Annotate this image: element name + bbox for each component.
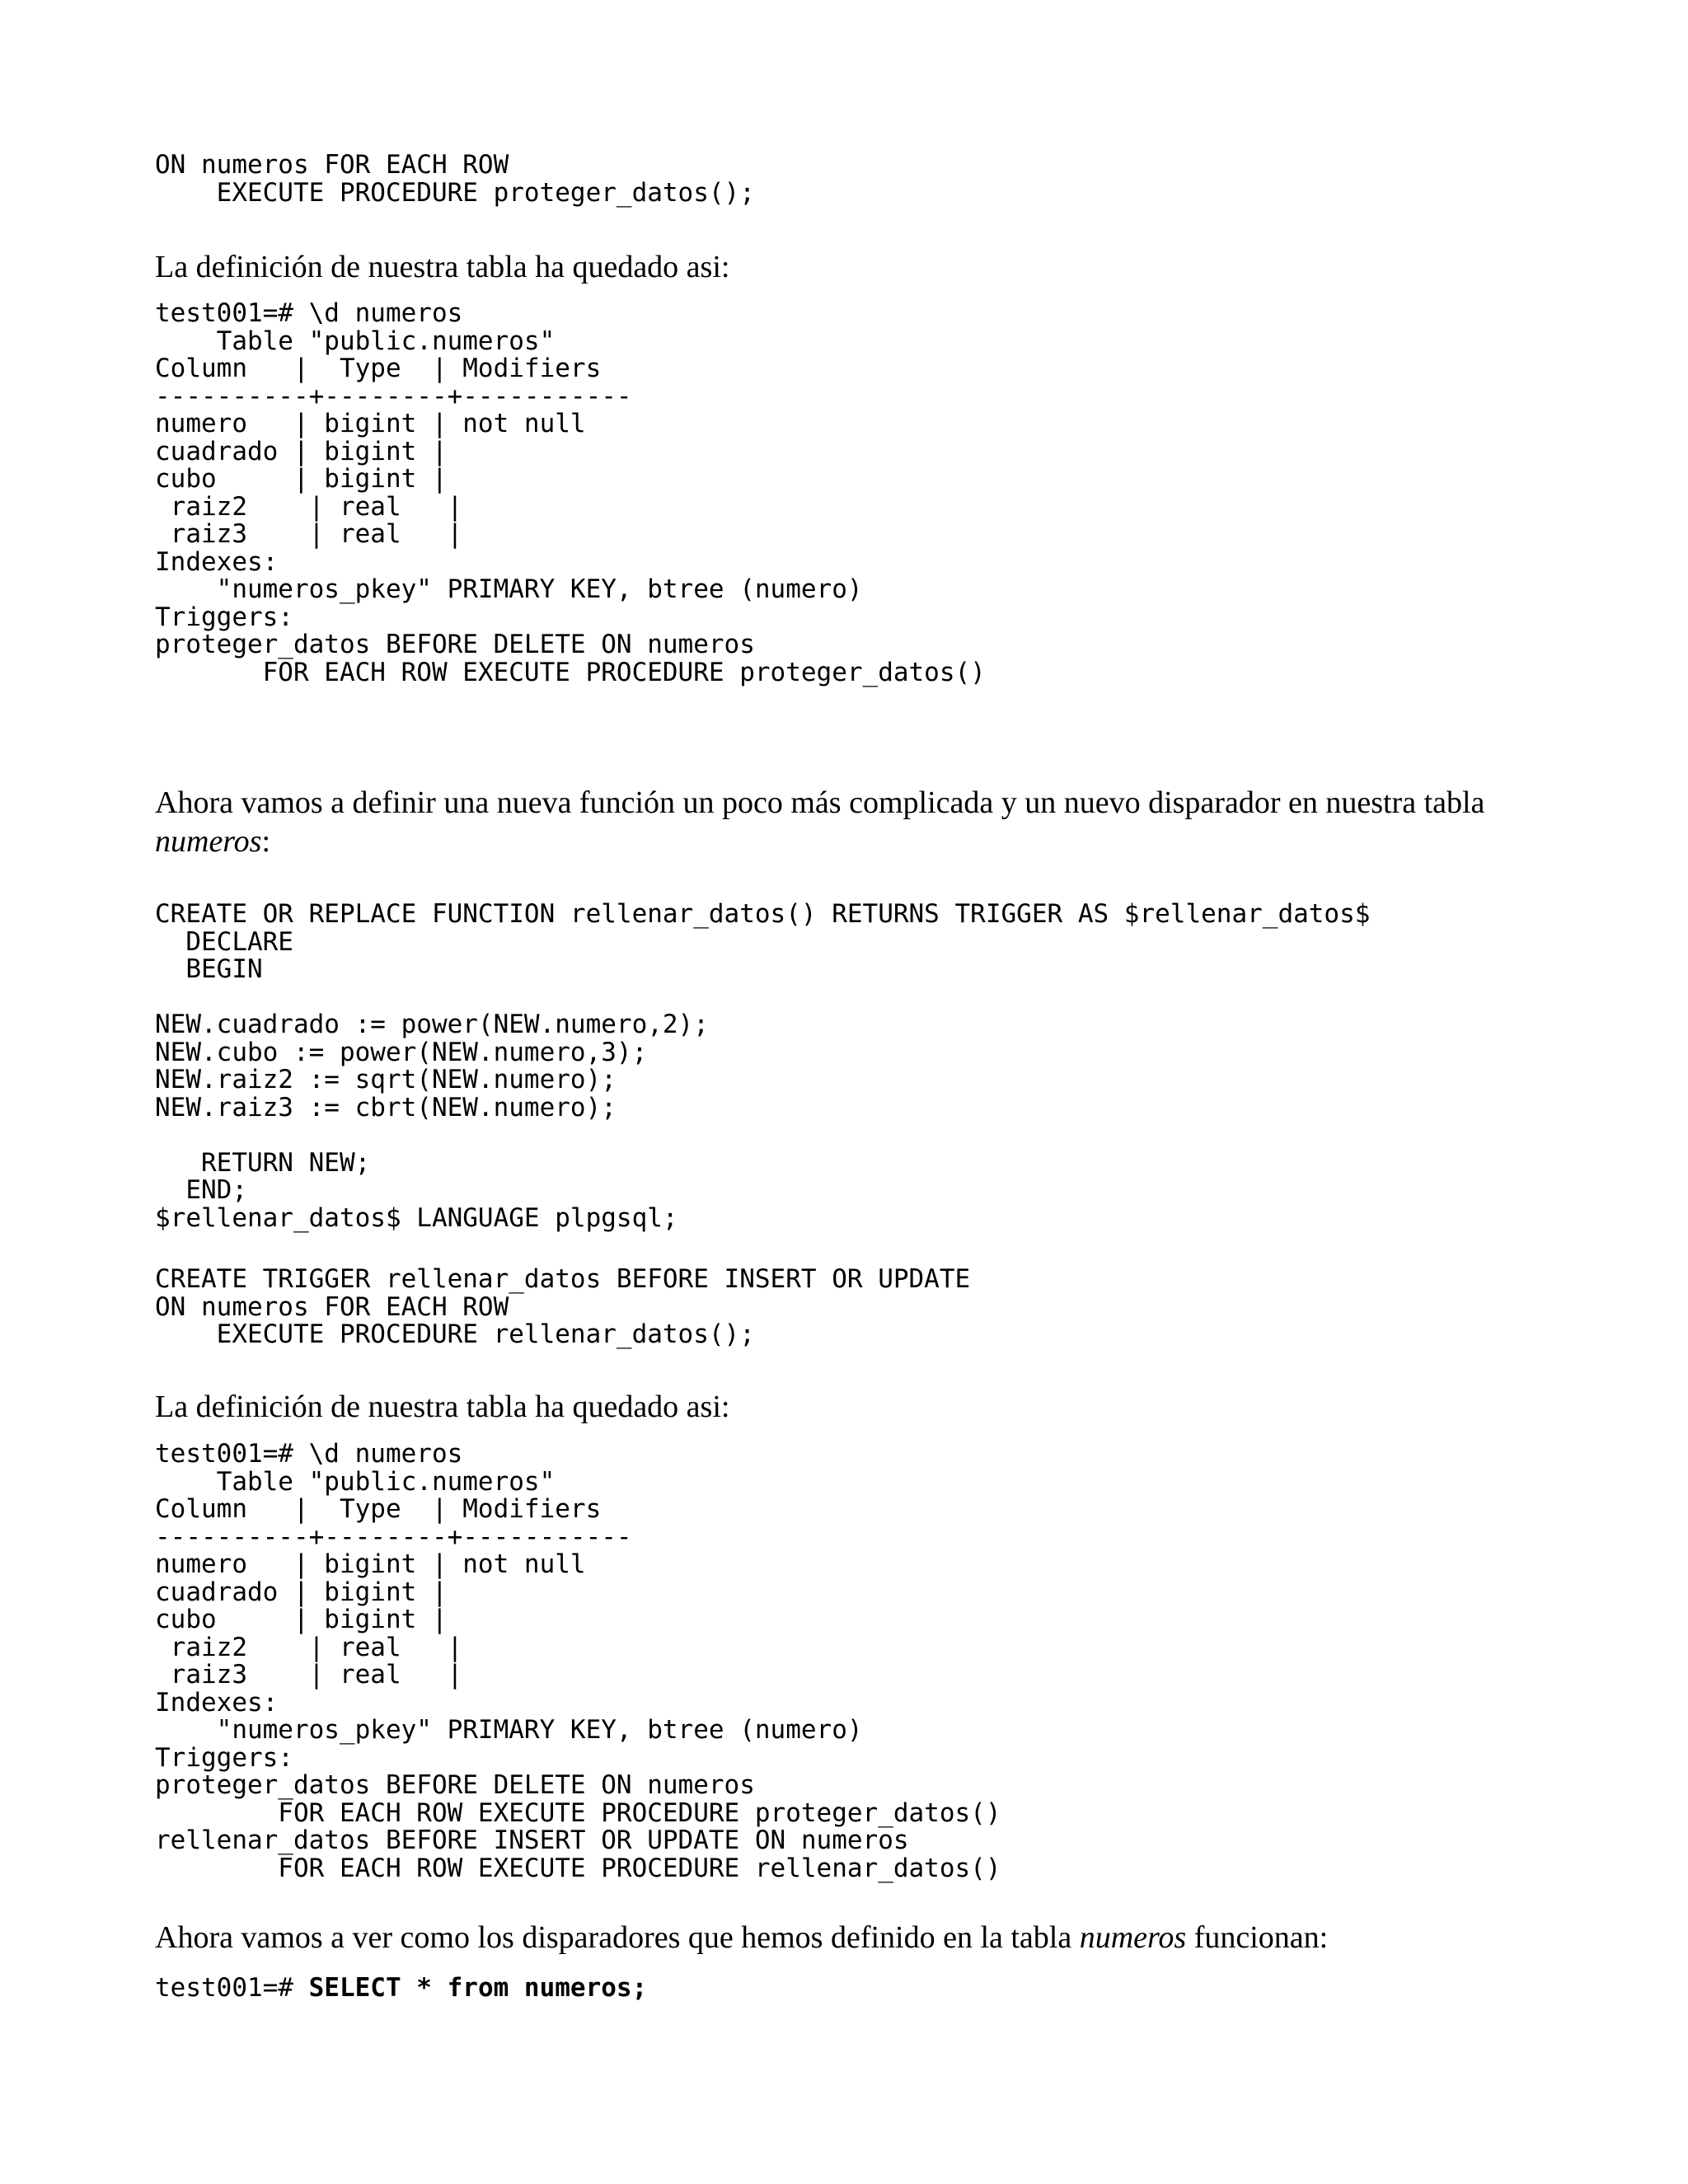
code-line: END;	[155, 1175, 247, 1205]
code-line: Column | Type | Modifiers	[155, 354, 602, 383]
paragraph-table-definition-1	[155, 248, 1540, 287]
code-line: numero | bigint | not null	[155, 1549, 586, 1579]
select-command: SELECT * from numeros;	[308, 1973, 648, 2003]
paragraph-text: Ahora vamos a definir una nueva función un poco más complicada y un nuevo disparador en nuestra tabla	[155, 785, 1485, 820]
code-line: Column | Type | Modifiers	[155, 1494, 602, 1524]
code-block-table-definition-1	[155, 300, 986, 687]
paragraph-table-definition-2	[155, 1388, 1540, 1427]
code-line: NEW.cubo := power(NEW.numero,3);	[155, 1037, 648, 1067]
code-line: test001=# \d numeros	[155, 298, 463, 328]
code-line: raiz3 | real |	[155, 519, 463, 549]
code-line: cuadrado | bigint |	[155, 1577, 448, 1607]
paragraph-text: Ahora vamos a ver como los disparadores que hemos definido en la tabla	[155, 1920, 1080, 1955]
code-line: FOR EACH ROW EXECUTE PROCEDURE proteger_datos()	[155, 657, 986, 687]
code-line: "numeros_pkey" PRIMARY KEY, btree (numero)	[155, 574, 863, 604]
code-block-trigger-end	[155, 152, 755, 207]
code-line: proteger_datos BEFORE DELETE ON numeros	[155, 1770, 755, 1800]
code-line: cubo | bigint |	[155, 1605, 448, 1634]
code-line	[155, 1122, 1370, 1150]
code-line: Indexes:	[155, 1687, 279, 1718]
code-line: FOR EACH ROW EXECUTE PROCEDURE rellenar_datos()	[155, 1853, 1001, 1883]
code-block-table-definition-2	[155, 1441, 1001, 1882]
code-line: ON numeros FOR EACH ROW	[155, 1291, 509, 1322]
table-name-emphasis: numeros	[1079, 1920, 1187, 1955]
code-line: EXECUTE PROCEDURE rellenar_datos();	[155, 1319, 755, 1349]
code-line: numero | bigint | not null	[155, 409, 586, 438]
code-line: RETURN NEW;	[155, 1147, 371, 1178]
code-block-trigger-definition	[155, 1266, 970, 1349]
code-line: ----------+--------+-----------	[155, 381, 632, 411]
code-line: ON numeros FOR EACH ROW	[155, 150, 509, 180]
code-line: CREATE TRIGGER rellenar_datos BEFORE INSERT OR UPDATE	[155, 1264, 971, 1294]
code-line: raiz2 | real |	[155, 1632, 463, 1662]
code-line: cubo | bigint |	[155, 464, 448, 494]
code-line	[155, 984, 1370, 1012]
code-line: $rellenar_datos$ LANGUAGE plpgsql;	[155, 1202, 678, 1233]
code-line: Triggers:	[155, 602, 293, 632]
psql-prompt: test001=#	[155, 1973, 309, 2003]
code-line: Triggers:	[155, 1742, 293, 1773]
code-line: raiz3 | real |	[155, 1660, 463, 1690]
code-line: rellenar_datos BEFORE INSERT OR UPDATE ON numeros	[155, 1825, 909, 1855]
code-line: proteger_datos BEFORE DELETE ON numeros	[155, 630, 755, 659]
paragraph-text: La definición de nuestra tabla ha quedado asi:	[155, 1390, 730, 1424]
code-line: "numeros_pkey" PRIMARY KEY, btree (numero)	[155, 1715, 863, 1745]
code-line: BEGIN	[155, 954, 263, 984]
code-line: ----------+--------+-----------	[155, 1521, 632, 1552]
table-name-emphasis: numeros	[155, 824, 262, 859]
code-line: raiz2 | real |	[155, 491, 463, 522]
code-line: FOR EACH ROW EXECUTE PROCEDURE proteger_datos()	[155, 1797, 1001, 1828]
code-line: EXECUTE PROCEDURE proteger_datos();	[155, 177, 755, 208]
code-line: cuadrado | bigint |	[155, 436, 448, 466]
code-line: Indexes:	[155, 546, 279, 577]
paragraph-triggers-demo-intro	[155, 1919, 1540, 1957]
code-line: CREATE OR REPLACE FUNCTION rellenar_datos() RETURNS TRIGGER AS $rellenar_datos$	[155, 899, 1371, 929]
code-line: NEW.raiz2 := sqrt(NEW.numero);	[155, 1065, 617, 1094]
code-line: NEW.cuadrado := power(NEW.numero,2);	[155, 1010, 709, 1039]
code-line: test001=# \d numeros	[155, 1439, 463, 1469]
code-line: Table "public.numeros"	[155, 326, 556, 356]
code-line: Table "public.numeros"	[155, 1466, 556, 1497]
code-block-select-query	[155, 1975, 647, 2003]
paragraph-text-end: :	[261, 824, 271, 859]
paragraph-text: La definición de nuestra tabla ha quedado asi:	[155, 250, 730, 284]
paragraph-text-end: funcionan:	[1186, 1920, 1329, 1955]
code-line: NEW.raiz3 := cbrt(NEW.numero);	[155, 1092, 617, 1122]
code-line: DECLARE	[155, 926, 293, 957]
paragraph-new-function-intro	[155, 784, 1540, 861]
code-block-function-definition	[155, 901, 1370, 1232]
